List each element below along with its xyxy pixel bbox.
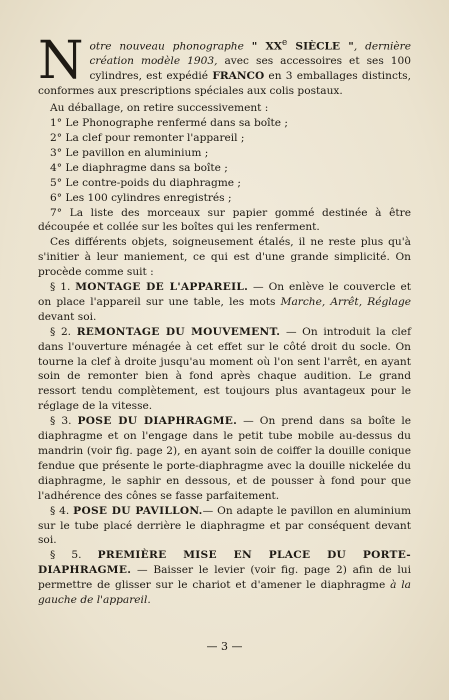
section-title: POSE DU DIAPHRAGME. [77,415,238,428]
section-title: POSE DU PAVILLON. [73,504,203,517]
section-3: § 3. POSE DU DIAPHRAGME. — On prend dans sa boîte le diaphragme et on l'engage dans le petit tube mobile au-dessus du mandrin (voir fig. page 2), en ayant soin de coiffer la douille conique fendue que présente le porte-diaphragme avec la douille nickelée du diaphragme, le saphir en dessous, et de pousser à fond pour que l'adhérence des cônes se fasse parfaitement. [38,415,412,502]
section-1: § 1. MONTAGE DE L'APPAREIL. — On enlève le couvercle et on place l'appareil sur une table, les mots Marche, Arrêt, Réglage devant soi. [38,281,412,323]
section-4: § 4. POSE DU PAVILLON.— On adapte le pavillon en aluminium sur le tube placé derrière le diaphragme et par conséquent devant soi. [38,504,411,547]
section-5: § 5. PREMIÈRE MISE EN PLACE DU PORTE-DIAPHRAGME. — Baisser le levier (voir fig. page 2) afin de lui permettre de glisser sur le chariot et d'amener le diaphragme à la gauche de l'appareil. [38,549,411,607]
section-title: MONTAGE DE L'APPAREIL. [75,281,249,294]
section-title: PREMIÈRE MISE EN PLACE DU PORTE-DIAPHRAGME. [38,549,411,577]
drop-cap: N [38,31,84,91]
section-2: § 2. REMONTAGE DU MOUVEMENT. — On introduit la clef dans l'ouverture ménagée à cet effet sur le côté droit du socle. On tourne la clef à droite jusqu'au moment où l'on sent l'arrêt, en ayant soin de remonter bien à fond après chaque audition. Le grand ressort tendu complètement, est toujours plus avantageux pour le réglage de la vitesse. [38,325,411,413]
page-number: — 3 — [206,640,243,653]
list-item: 5° Le contre-poids du diaphragme ; [50,176,241,189]
unpack-line: Au déballage, on retire successivement : [50,102,269,115]
list-item: 2° La clef pour remonter l'appareil ; [50,131,245,144]
list-item: 4° Le diaphragme dans sa boîte ; [50,161,228,174]
intro-paragraph: Notre nouveau phonographe " XXe SIÈCLE ", dernière création modèle 1903, avec ses accessoires et ses 100 cylindres, est expédié FRANCO en 3 emballages distincts, conformes aux prescriptions spéciales aux colis postaux. [38,31,412,98]
list-item: 7° La liste des morceaux sur papier gommé destinée à être découpée et collée sur les boîtes qui les renferment. [38,206,411,234]
list-item: 1° Le Phonographe renfermé dans sa boîte ; [50,117,288,130]
list-item: 3° Le pavillon en aluminium ; [50,146,209,159]
list-item: 6° Les 100 cylindres enregistrés ; [50,191,232,204]
objects-paragraph: Ces différents objets, soigneusement étalés, il ne reste plus qu'à s'initier à leur maniement, ce qui est d'une grande simplicité. On procède comme suit : [38,236,411,279]
section-title: REMONTAGE DU MOUVEMENT. [76,325,281,338]
